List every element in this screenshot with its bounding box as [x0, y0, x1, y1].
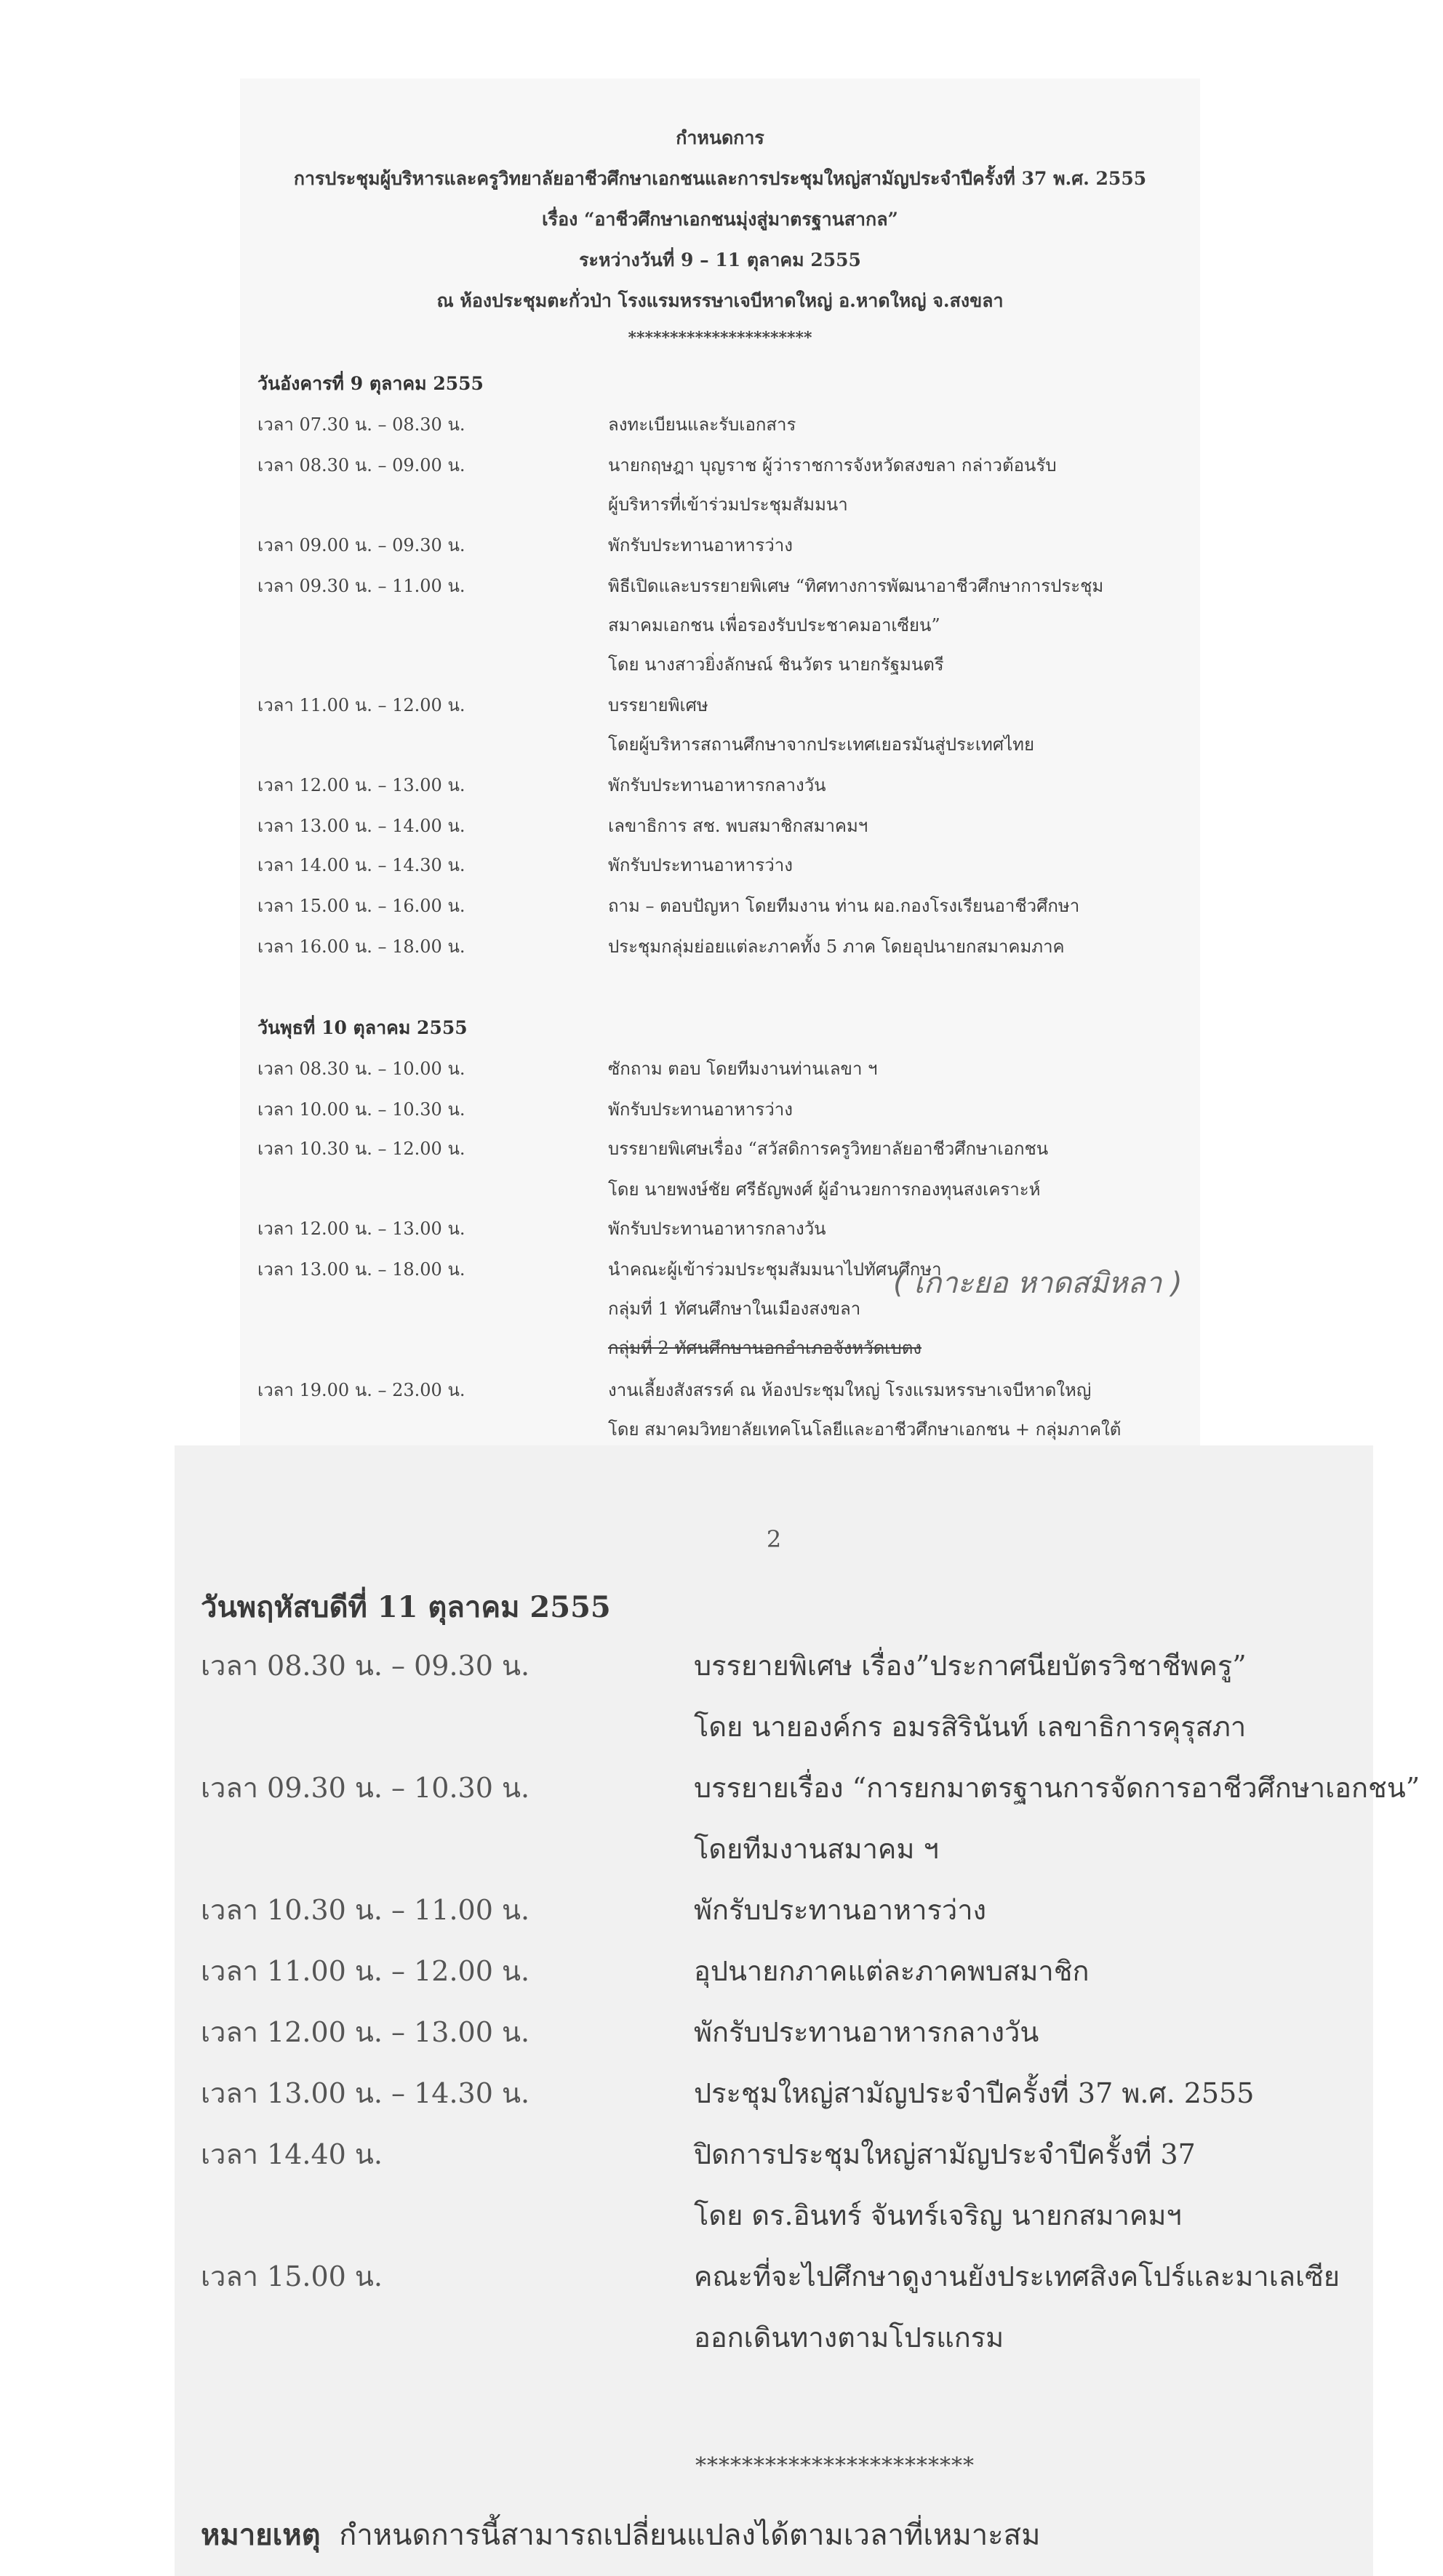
schedule-page-1	[240, 79, 1200, 1445]
time-slot: เวลา 10.30 น. – 12.00 น.	[257, 1139, 465, 1159]
agenda-item: โดย สมาคมวิทยาลัยเทคโนโลยีและอาชีวศึกษาเอกชน + กลุ่มภาคใต้	[608, 1419, 1122, 1440]
agenda-item: เลขาธิการ สช. พบสมาชิกสมาคมฯ	[608, 816, 868, 836]
agenda-item: บรรยายพิเศษ	[608, 695, 708, 715]
agenda-item: โดย นายพงษ์ชัย ศรีธัญพงศ์ ผู้อำนวยการกองทุนสงเคราะห์	[608, 1179, 1041, 1200]
time-slot: เวลา 10.00 น. – 10.30 น.	[257, 1099, 465, 1120]
agenda-item: บรรยายเรื่อง “การยกมาตรฐานการจัดการอาชีวศึกษาเอกชน”	[694, 1772, 1420, 1804]
agenda-item: บรรยายพิเศษ เรื่อง”ประกาศนียบัตรวิชาชีพครู”	[694, 1650, 1247, 1682]
handwritten-note: ( เกาะยอ หาดสมิหลา )	[893, 1267, 1183, 1300]
time-slot: เวลา 12.00 น. – 13.00 น.	[201, 2016, 530, 2048]
doc-dates: ระหว่างวันที่ 9 – 11 ตุลาคม 2555	[579, 249, 861, 270]
time-slot: เวลา 09.30 น. – 11.00 น.	[257, 576, 465, 596]
day-heading: วันพุธที่ 10 ตุลาคม 2555	[257, 1017, 468, 1038]
time-slot: เวลา 11.00 น. – 12.00 น.	[201, 1955, 530, 1987]
footnote	[201, 2511, 1040, 2558]
time-slot: เวลา 12.00 น. – 13.00 น.	[257, 775, 465, 795]
agenda-item: อุปนายกภาคแต่ละภาคพบสมาชิก	[694, 1955, 1090, 1987]
time-slot: เวลา 13.00 น. – 14.30 น.	[201, 2077, 530, 2109]
agenda-item: ถาม – ตอบปัญหา โดยทีมงาน ท่าน ผอ.กองโรงเรียนอาชีวศึกษา	[608, 896, 1080, 916]
agenda-item: สมาคมเอกชน เพื่อรองรับประชาคมอาเซียน”	[608, 615, 940, 635]
time-slot: เวลา 09.00 น. – 09.30 น.	[257, 535, 465, 555]
agenda-item: โดยทีมงานสมาคม ฯ	[694, 1833, 939, 1865]
agenda-item: พักรับประทานอาหารกลางวัน	[608, 775, 826, 795]
doc-venue: ณ ห้องประชุมตะกั่วป่า โรงแรมหรรษาเจบีหาดใหญ่ อ.หาดใหญ่ จ.สงขลา	[436, 290, 1004, 311]
doc-title: กำหนดการ	[676, 127, 764, 148]
footnote-text: กำหนดการนี้สามารถเปลี่ยนแปลงได้ตามเวลาที่เหมาะสม	[339, 2519, 1041, 2552]
agenda-item: คณะที่จะไปศึกษาดูงานยังประเทศสิงคโปร์และมาเลเซีย	[694, 2260, 1340, 2292]
time-slot: เวลา 08.30 น. – 09.00 น.	[257, 455, 465, 476]
time-slot: เวลา 13.00 น. – 14.00 น.	[257, 816, 465, 836]
agenda-item: ผู้บริหารที่เข้าร่วมประชุมสัมมนา	[608, 494, 848, 515]
struck-agenda-item: กลุ่มที่ 2 ทัศนศึกษานอกอำเภอจังหวัดเบตง	[608, 1338, 922, 1358]
agenda-item: พักรับประทานอาหารว่าง	[608, 535, 793, 555]
agenda-item: งานเลี้ยงสังสรรค์ ณ ห้องประชุมใหญ่ โรงแรมหรรษาเจบีหาดใหญ่	[608, 1380, 1092, 1400]
doc-subtitle: การประชุมผู้บริหารและครูวิทยาลัยอาชีวศึกษาเอกชนและการประชุมใหญ่สามัญประจำปีครั้งที่ 37 พ.ศ. 2555	[293, 168, 1147, 189]
time-slot: เวลา 15.00 น.	[201, 2260, 383, 2292]
time-slot: เวลา 08.30 น. – 10.00 น.	[257, 1059, 465, 1079]
agenda-item: โดยผู้บริหารสถานศึกษาจากประเทศเยอรมันสู่ประเทศไทย	[608, 734, 1035, 755]
agenda-item: ประชุมใหญ่สามัญประจำปีครั้งที่ 37 พ.ศ. 2555	[694, 2077, 1255, 2109]
time-slot: เวลา 13.00 น. – 18.00 น.	[257, 1259, 465, 1280]
agenda-item: โดย นางสาวยิ่งลักษณ์ ชินวัตร นายกรัฐมนตรี	[608, 654, 944, 675]
agenda-item: พิธีเปิดและบรรยายพิเศษ “ทิศทางการพัฒนาอาชีวศึกษาการประชุม	[608, 576, 1104, 596]
agenda-item: กลุ่มที่ 1 ทัศนศึกษาในเมืองสงขลา	[608, 1299, 861, 1319]
agenda-item: พักรับประทานอาหารกลางวัน	[608, 1219, 826, 1239]
time-slot: เวลา 11.00 น. – 12.00 น.	[257, 695, 465, 715]
page-number: 2	[766, 1525, 782, 1553]
schedule-page-2	[175, 1445, 1420, 2576]
time-slot: เวลา 08.30 น. – 09.30 น.	[201, 1650, 530, 1682]
day-heading: วันอังคารที่ 9 ตุลาคม 2555	[257, 373, 484, 394]
agenda-item: โดย นายองค์กร อมรสิรินันท์ เลขาธิการคุรุสภา	[694, 1711, 1247, 1743]
agenda-item: โดย ดร.อินทร์ จันทร์เจริญ นายกสมาคมฯ	[694, 2199, 1182, 2231]
time-slot: เวลา 16.00 น. – 18.00 น.	[257, 936, 465, 957]
time-slot: เวลา 14.00 น. – 14.30 น.	[257, 855, 465, 875]
agenda-item: พักรับประทานอาหารกลางวัน	[694, 2016, 1039, 2048]
agenda-item: พักรับประทานอาหารว่าง	[608, 855, 793, 875]
time-slot: เวลา 12.00 น. – 13.00 น.	[257, 1219, 465, 1239]
time-slot: เวลา 19.00 น. – 23.00 น.	[257, 1380, 465, 1400]
day-heading: วันพฤหัสบดีที่ 11 ตุลาคม 2555	[201, 1590, 611, 1624]
agenda-item: ประชุมกลุ่มย่อยแต่ละภาคทั้ง 5 ภาค โดยอุปนายกสมาคมภาค	[608, 936, 1065, 957]
agenda-item: นายกฤษฎา บุญราช ผู้ว่าราชการจังหวัดสงขลา กล่าวต้อนรับ	[608, 455, 1057, 476]
separator-stars: ************************	[695, 2453, 975, 2479]
agenda-item: ออกเดินทางตามโปรแกรม	[694, 2322, 1004, 2354]
agenda-item: ซักถาม ตอบ โดยทีมงานท่านเลขา ฯ	[608, 1059, 878, 1079]
time-slot: เวลา 07.30 น. – 08.30 น.	[257, 414, 465, 435]
time-slot: เวลา 10.30 น. – 11.00 น.	[201, 1894, 530, 1926]
agenda-item: นำคณะผู้เข้าร่วมประชุมสัมมนาไปทัศนศึกษา	[608, 1259, 942, 1280]
time-slot: เวลา 15.00 น. – 16.00 น.	[257, 896, 465, 916]
agenda-item: พักรับประทานอาหารว่าง	[694, 1894, 987, 1926]
agenda-item: บรรยายพิเศษเรื่อง “สวัสดิการครูวิทยาลัยอาชีวศึกษาเอกชน	[608, 1139, 1049, 1159]
time-slot: เวลา 14.40 น.	[201, 2138, 383, 2170]
agenda-item: ลงทะเบียนและรับเอกสาร	[608, 414, 796, 435]
doc-topic: เรื่อง “อาชีวศึกษาเอกชนมุ่งสู่มาตรฐานสากล”	[542, 209, 898, 230]
time-slot: เวลา 09.30 น. – 10.30 น.	[201, 1772, 530, 1804]
footnote-label: หมายเหตุ	[201, 2518, 321, 2552]
separator-stars: **********************	[628, 329, 812, 348]
agenda-item: ปิดการประชุมใหญ่สามัญประจำปีครั้งที่ 37	[694, 2138, 1196, 2170]
agenda-item: พักรับประทานอาหารว่าง	[608, 1099, 793, 1120]
